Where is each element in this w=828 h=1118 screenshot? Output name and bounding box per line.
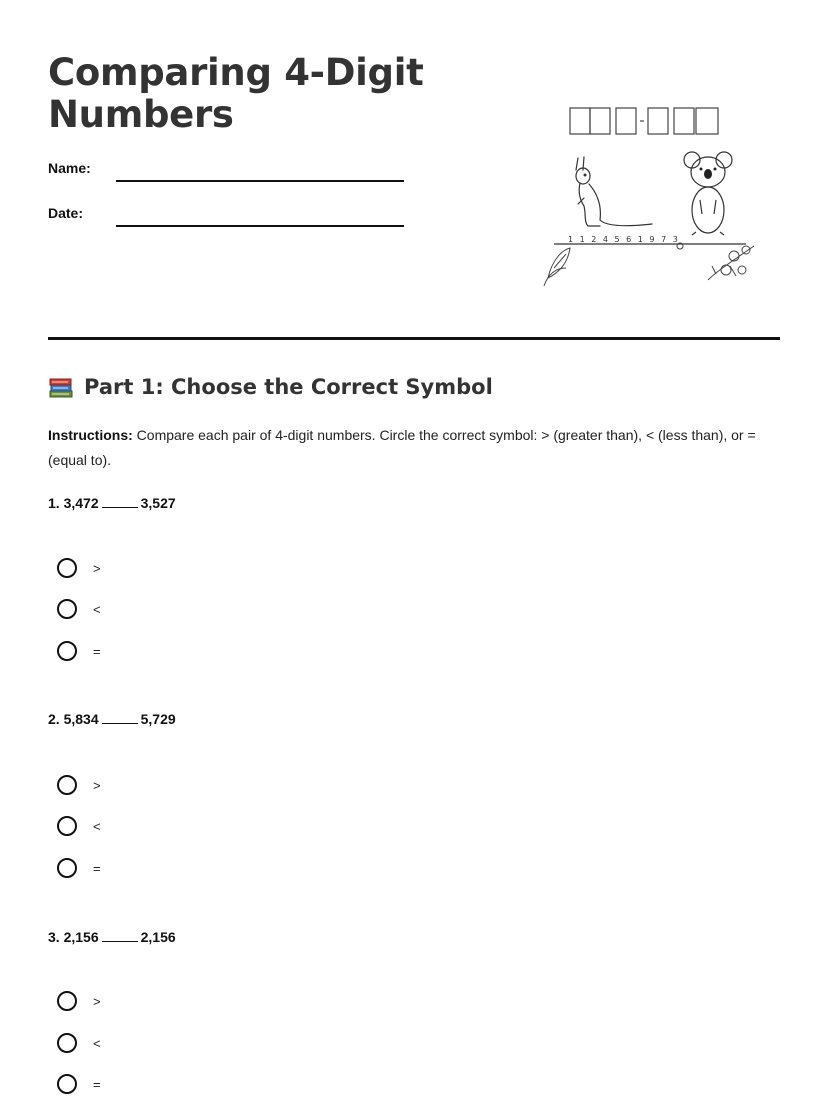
option-equal-to[interactable] [57,856,101,880]
kangaroo-koala-number-line-illustration [540,100,772,290]
option-less-than[interactable] [57,814,101,838]
instructions-label: Instructions: [48,427,133,443]
date-label: Date: [48,205,84,221]
name-label: Name: [48,160,91,176]
answer-blank [102,711,138,724]
answer-blank [102,929,138,942]
radio-button[interactable] [57,1074,77,1094]
radio-button[interactable] [57,558,77,578]
question-2 [48,711,176,727]
question-first-number: 2,156 [63,929,99,945]
question-second-number: 2,156 [140,929,176,945]
instructions-text: Compare each pair of 4-digit numbers. Circle the correct symbol: > (greater than), < (less than), or = (equal to). [48,427,756,468]
books-icon [48,374,74,400]
question-second-number: 5,729 [140,711,176,727]
option-equal-to[interactable] [57,1072,101,1096]
option-label: = [93,1076,101,1092]
radio-button[interactable] [57,858,77,878]
radio-button[interactable] [57,1033,77,1053]
option-label: < [93,818,101,834]
question-number: 1. [48,495,60,511]
option-less-than[interactable] [57,1031,101,1055]
option-label: < [93,1035,101,1051]
number-line-labels: 1 1 2 4 5 6 1 9 7 3 [568,235,680,244]
question-first-number: 5,834 [63,711,99,727]
question-1 [48,495,176,511]
radio-button[interactable] [57,816,77,836]
option-label: > [93,993,101,1009]
option-less-than[interactable] [57,597,101,621]
question-first-number: 3,472 [63,495,99,511]
option-label: > [93,560,101,576]
option-label: < [93,601,101,617]
page-title: Comparing 4-Digit Numbers [48,51,424,136]
instructions [48,423,768,473]
section-title: Part 1: Choose the Correct Symbol [84,375,493,399]
option-greater-than[interactable] [57,989,101,1013]
radio-button[interactable] [57,775,77,795]
option-equal-to[interactable] [57,639,101,663]
section-divider [48,337,780,340]
option-label: = [93,860,101,876]
name-field[interactable] [116,180,404,182]
question-number: 3. [48,929,60,945]
radio-button[interactable] [57,641,77,661]
option-label: > [93,777,101,793]
question-3 [48,929,176,945]
question-second-number: 3,527 [140,495,176,511]
radio-button[interactable] [57,599,77,619]
radio-button[interactable] [57,991,77,1011]
answer-blank [102,495,138,508]
question-number: 2. [48,711,60,727]
option-greater-than[interactable] [57,556,101,580]
option-greater-than[interactable] [57,773,101,797]
date-field[interactable] [116,225,404,227]
option-label: = [93,643,101,659]
section-heading [48,374,493,400]
